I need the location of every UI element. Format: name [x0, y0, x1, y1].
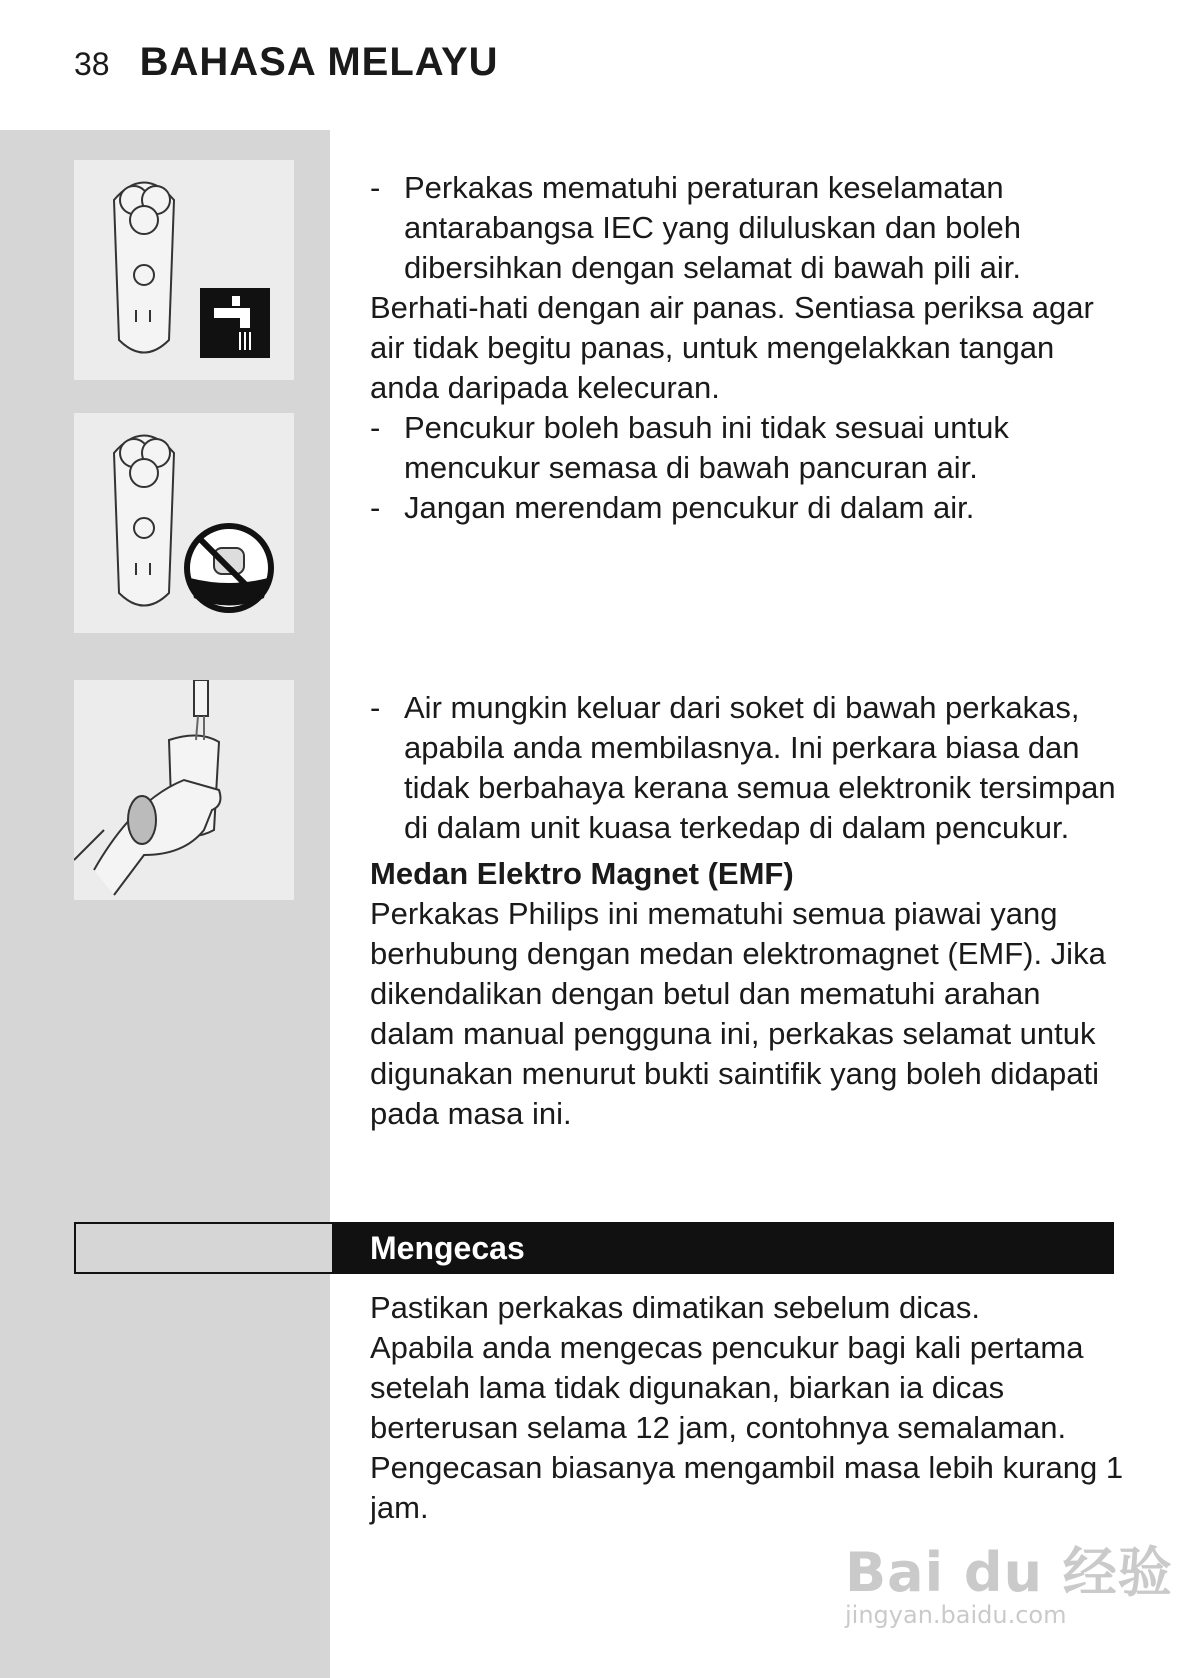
- safety-block: [370, 168, 1130, 528]
- rinse-hand-illustration: [74, 680, 294, 900]
- section-title: Mengecas: [370, 1230, 525, 1266]
- watermark-url: jingyan.baidu.com: [845, 1601, 1067, 1629]
- emf-text: Perkakas Philips ini mematuhi semua piawai yang berhubung dengan medan elektromagnet (EMF). Jika dikendalikan dengan betul dan mematuhi arahan dalam manual pengguna ini, perkakas selamat untuk digunakan menurut bukti saintifik yang boleh didapati pada masa ini.: [370, 896, 1106, 1131]
- list-item: - Jangan merendam pencukur di dalam air.: [370, 490, 975, 525]
- section-bar: [74, 1222, 1114, 1274]
- paragraph: Apabila anda mengecas pencukur bagi kali pertama setelah lama tidak digunakan, biarkan ia dicas berterusan selama 12 jam, contohnya semalaman.: [370, 1330, 1084, 1445]
- section-bar-left: [76, 1224, 332, 1272]
- page-header: [74, 40, 499, 90]
- list-item: - Pencukur boleh basuh ini tidak sesuai untuk mencukur semasa di bawah pancuran air.: [370, 410, 1009, 485]
- figure-pointer: [294, 168, 330, 204]
- paragraph: Pastikan perkakas dimatikan sebelum dicas.: [370, 1290, 980, 1325]
- figure-shaver-tap: [74, 160, 294, 380]
- watermark: [845, 1530, 1173, 1629]
- page-title: BAHASA MELAYU: [139, 40, 499, 84]
- watermark-logo: Bai du 经验: [845, 1541, 1173, 1604]
- charging-block: [370, 1288, 1130, 1528]
- figure-pointer: [294, 488, 330, 524]
- no-immersion-illustration: [74, 413, 294, 633]
- shaver-under-tap-illustration: [74, 160, 294, 380]
- paragraph: Pengecasan biasanya mengambil masa lebih kurang 1 jam.: [370, 1450, 1124, 1525]
- figure-pointer: [294, 686, 330, 722]
- list-item: - Perkakas mematuhi peraturan keselamatan antarabangsa IEC yang diluluskan dan boleh dibersihkan dengan selamat di bawah pili air.: [370, 170, 1022, 285]
- figure-shaver-no-immersion: [74, 413, 294, 633]
- paragraph: Berhati-hati dengan air panas. Sentiasa periksa agar air tidak begitu panas, untuk mengelakkan tangan anda daripada kelecuran.: [370, 290, 1094, 405]
- emf-title: Medan Elektro Magnet (EMF): [370, 856, 794, 891]
- page-number: 38: [74, 46, 110, 82]
- list-item: - Air mungkin keluar dari soket di bawah perkakas, apabila anda membilasnya. Ini perkara biasa dan tidak berbahaya kerana semua elektronik tersimpan di dalam unit kuasa terkedap di dalam pencukur.: [370, 690, 1116, 845]
- figure-rinse: [74, 680, 294, 900]
- no-immersion-icon: [187, 526, 271, 610]
- water-emf-block: [370, 688, 1130, 1134]
